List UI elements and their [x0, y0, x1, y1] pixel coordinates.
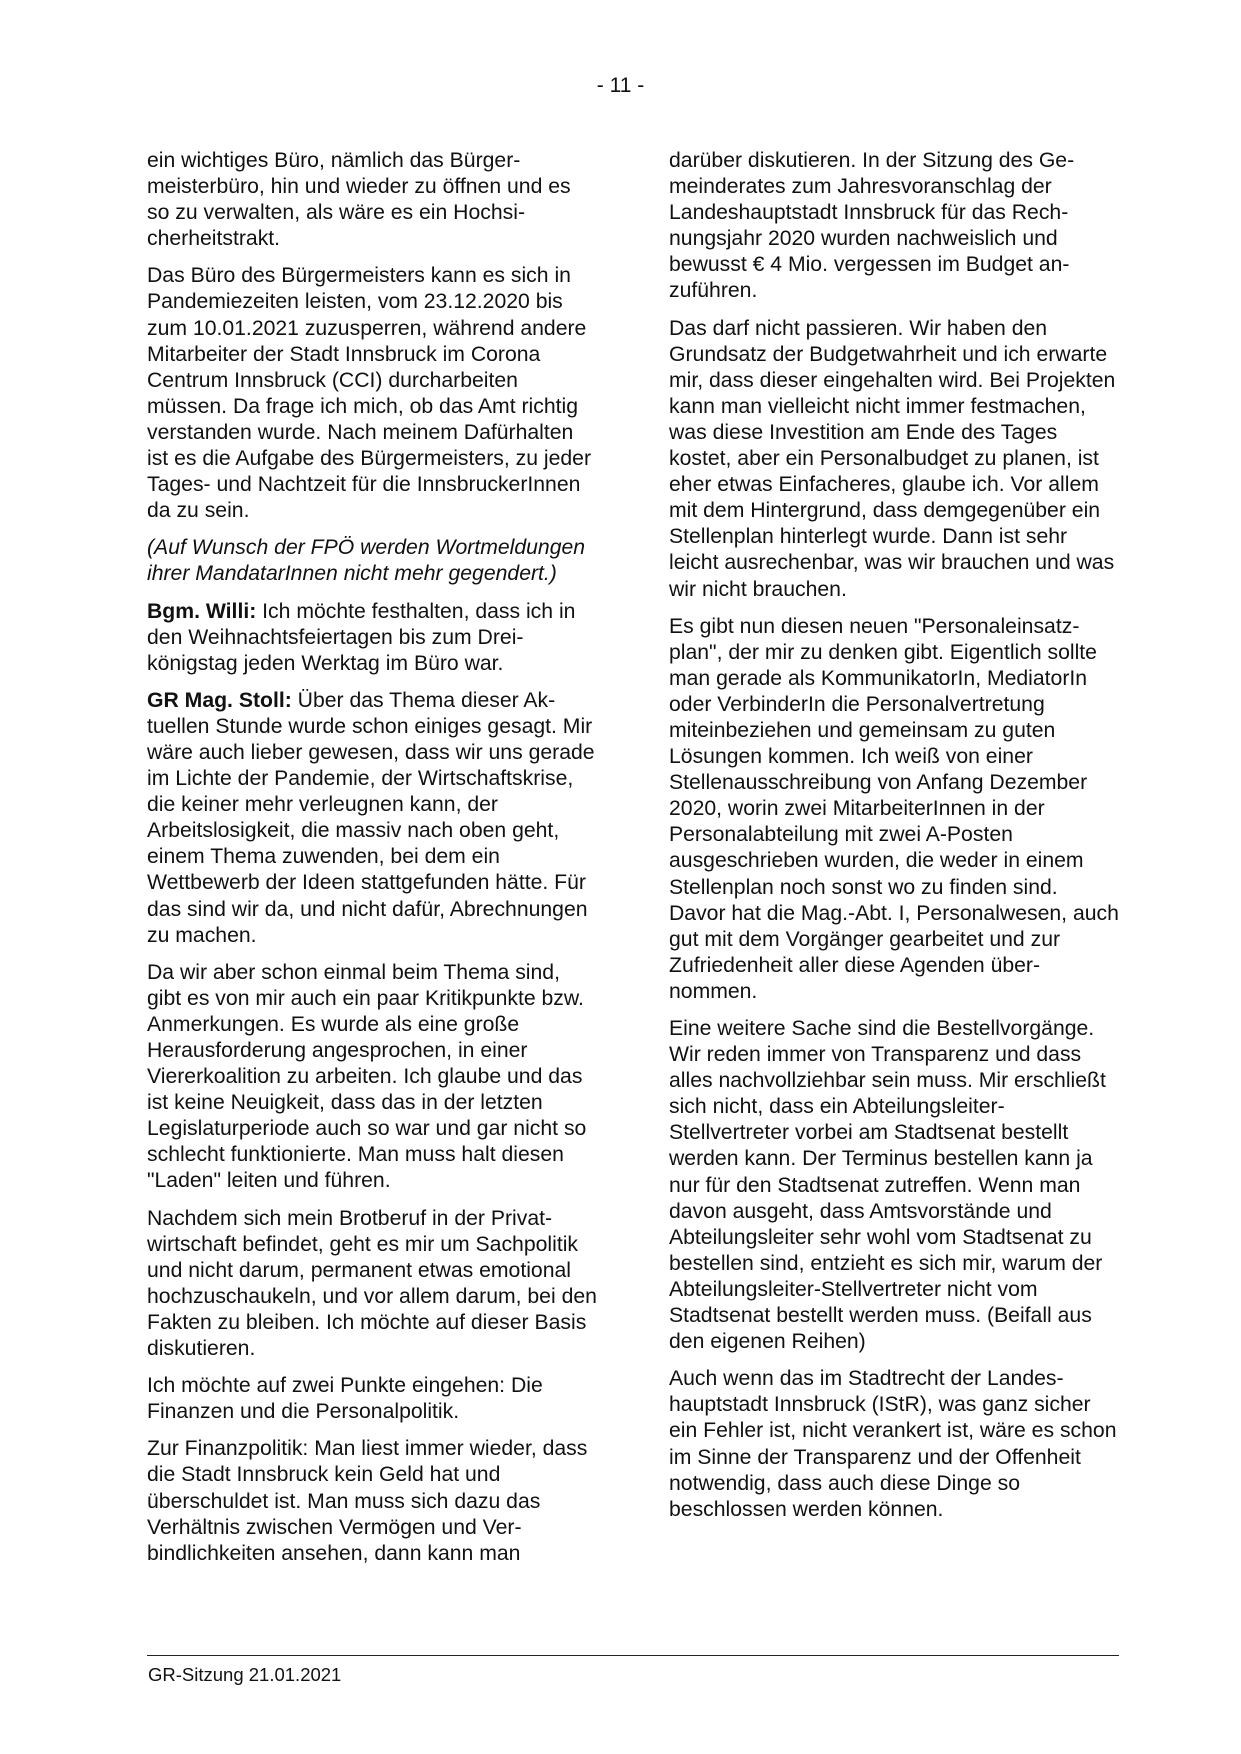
- paragraph-text: ein wichtiges Büro, nämlich das Bürgermeisterbüro, hin und wieder zu öffnen und es so zu verwalten, als wäre es ein Hochsicherheitstrakt.: [147, 149, 571, 251]
- paragraph-text: (Auf Wunsch der FPÖ werden Wortmeldungen ihrer MandatarInnen nicht mehr gegendert.): [147, 536, 586, 586]
- paragraph-text: Auch wenn das im Stadtrecht der Landeshauptstadt Innsbruck (IStR), was ganz sicher ein Fehler ist, nicht verankert ist, wäre es schon im Sinne der Transparenz und der Offenheit notwendig, dass auch diese Dinge so beschlossen werden können.: [669, 1367, 1117, 1521]
- paragraph-text: Ich möchte festhalten, dass ich in den Weihnachtsfeiertagen bis zum Dreikönigstag jeden Werktag im Büro war.: [147, 599, 576, 675]
- paragraph: [669, 316, 1119, 603]
- paragraph-text: darüber diskutieren. In der Sitzung des Gemeinderates zum Jahresvoranschlag der Landeshauptstadt Innsbruck für das Rechnungsjahr 2020 wurden nachweislich und bewusst € 4 Mio. vergessen im Budget anzuführen.: [669, 149, 1075, 303]
- paragraph: [669, 148, 1119, 305]
- right-column: [669, 148, 1119, 1523]
- footer-divider: [147, 1655, 1119, 1656]
- paragraph-text: Ich möchte auf zwei Punkte eingehen: Die Finanzen und die Personalpolitik.: [147, 1374, 543, 1424]
- footer-session-date: GR-Sitzung 21.01.2021: [148, 1664, 342, 1685]
- paragraph: [147, 263, 597, 524]
- paragraph-text: Über das Thema dieser Aktuellen Stunde wurde schon einiges gesagt. Mir wäre auch lieber gewesen, dass wir uns gerade im Lichte der Pandemie, der Wirtschaftskrise, die keiner mehr verleugnen kann, der Arbeitslosigkeit, die massiv nach oben geht, einem Thema zuwenden, bei dem ein Wettbewerb der Ideen stattgefunden hätte. Für das sind wir da, und nicht dafür, Abrechnungen zu machen.: [147, 688, 595, 947]
- editorial-note: [147, 535, 597, 587]
- page-number: - 11 -: [596, 74, 645, 97]
- paragraph-text: Da wir aber schon einmal beim Thema sind, gibt es von mir auch ein paar Kritikpunkte bzw. Anmerkungen. Es wurde als eine große Herausforderung angesprochen, in einer Viererkoalition zu arbeiten. Ich glaube und das ist keine Neuigkeit, dass das in der letzten Legislaturperiode auch so war und gar nicht so schlecht funktionierte. Man muss halt diesen "Laden" leiten und führen.: [147, 960, 587, 1193]
- paragraph: [147, 1373, 597, 1425]
- paragraph: [669, 1016, 1119, 1355]
- speaker-name: GR Mag. Stoll:: [147, 688, 292, 712]
- speaker-name: Bgm. Willi:: [147, 599, 257, 623]
- paragraph-text: Es gibt nun diesen neuen "Personaleinsatzplan", der mir zu denken gibt. Eigentlich sollte man gerade als KommunikatorIn, MediatorIn oder VerbinderIn die Personalvertretung miteinbeziehen und gemeinsam zu guten Lösungen kommen. Ich weiß von einer Stellenausschreibung von Anfang Dezember 2020, worin zwei MitarbeiterInnen in der Personalabteilung mit zwei A-Posten ausgeschrieben wurden, die weder in einem Stellenplan noch sonst wo zu finden sind. Davor hat die Mag.-Abt. I, Personalwesen, auch gut mit dem Vorgänger gearbeitet und zur Zufriedenheit aller diese Agenden übernommen.: [669, 614, 1119, 1003]
- paragraph: [147, 148, 597, 252]
- paragraph-text: Das darf nicht passieren. Wir haben den Grundsatz der Budgetwahrheit und ich erwarte mir, dass dieser eingehalten wird. Bei Projekten kann man vielleicht nicht immer festmachen, was diese Investition am Ende des Tages kostet, aber ein Personalbudget zu planen, ist eher etwas Einfacheres, glaube ich. Vor allem mit dem Hintergrund, dass demgegenüber ein Stellenplan hinterlegt wurde. Dann ist sehr leicht ausrechenbar, was wir brauchen und was wir nicht brauchen.: [669, 316, 1116, 601]
- left-column: [147, 148, 597, 1567]
- paragraph-text: Das Büro des Bürgermeisters kann es sich in Pandemiezeiten leisten, vom 23.12.2020 bis zum 10.01.2021 zuzusperren, während andere Mitarbeiter der Stadt Innsbruck im Corona Centrum Innsbruck (CCI) durcharbeiten müssen. Da frage ich mich, ob das Amt richtig verstanden wurde. Nach meinem Dafürhalten ist es die Aufgabe des Bürgermeisters, zu jeder Tages- und Nachtzeit für die InnsbruckerInnen da zu sein.: [147, 264, 591, 523]
- paragraph: [147, 1206, 597, 1363]
- paragraph-text: Nachdem sich mein Brotberuf in der Privatwirtschaft befindet, geht es mir um Sachpolitik und nicht darum, permanent etwas emotional hochzuschaukeln, und vor allem darum, bei den Fakten zu bleiben. Ich möchte auf dieser Basis diskutieren.: [147, 1206, 597, 1361]
- paragraph: [669, 1366, 1119, 1523]
- paragraph: [147, 1436, 597, 1566]
- paragraph: [669, 614, 1119, 1005]
- paragraph: [147, 960, 597, 1195]
- paragraph-text: Eine weitere Sache sind die Bestellvorgänge. Wir reden immer von Transparenz und dass alles nachvollziehbar sein muss. Mir erschließt sich nicht, dass ein Abteilungsleiter-Stellvertreter vorbei am Stadtsenat bestellt werden kann. Der Terminus bestellen kann ja nur für den Stadtsenat zutreffen. Wenn man davon ausgeht, dass Amtsvorstände und Abteilungsleiter sehr wohl vom Stadtsenat zu bestellen sind, entzieht es sich mir, warum der Abteilungsleiter-Stellvertreter nicht vom Stadtsenat bestellt werden muss. (Beifall aus den eigenen Reihen): [669, 1017, 1106, 1354]
- speech-paragraph: [147, 688, 597, 949]
- speech-paragraph: [147, 599, 597, 677]
- paragraph-text: Zur Finanzpolitik: Man liest immer wieder, dass die Stadt Innsbruck kein Geld hat und überschuldet ist. Man muss sich dazu das Verhältnis zwischen Vermögen und Verbindlichkeiten ansehen, dann kann man: [147, 1437, 588, 1565]
